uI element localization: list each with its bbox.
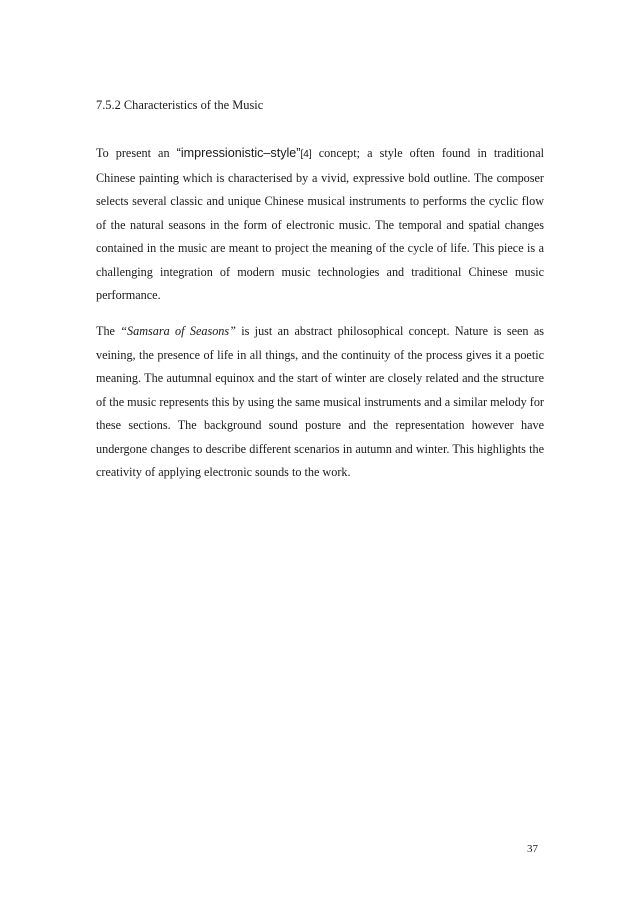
work-title: “Samsara of Seasons” (120, 324, 236, 338)
section-heading: 7.5.2 Characteristics of the Music (96, 98, 264, 112)
paragraph1-body: concept; a style often found in traditional Chinese painting which is characterised by a vivid, expressive bold outline. The composer selects several classic and unique Chinese musical instruments to performs the cyclic flow of the natural seasons in the form of electronic music. The temporal and spatial changes contained in the music are meant to project the meaning of the cycle of life. This piece is a challenging integration of modern music technologies and traditional Chinese music performance. (96, 146, 544, 302)
citation-reference: [4] (300, 149, 312, 160)
paragraph-characteristics (96, 142, 544, 308)
paragraph1-lead: To present an (96, 146, 177, 160)
quoted-term: “impressionistic–style” (176, 146, 301, 160)
paragraph-samsara (96, 320, 544, 485)
paragraph2-lead: The (96, 324, 121, 338)
paragraph2-body: is just an abstract philosophical concept. Nature is seen as veining, the presence of life in all things, and the continuity of the process gives it a poetic meaning. The autumnal equinox and the start of winter are closely related and the structure of the music represents this by using the same musical instruments and a similar melody for these sections. The background sound posture and the representation however have undergone changes to describe different scenarios in autumn and winter. This highlights the creativity of applying electronic sounds to the work. (96, 324, 545, 479)
page-number: 37 (527, 843, 538, 855)
